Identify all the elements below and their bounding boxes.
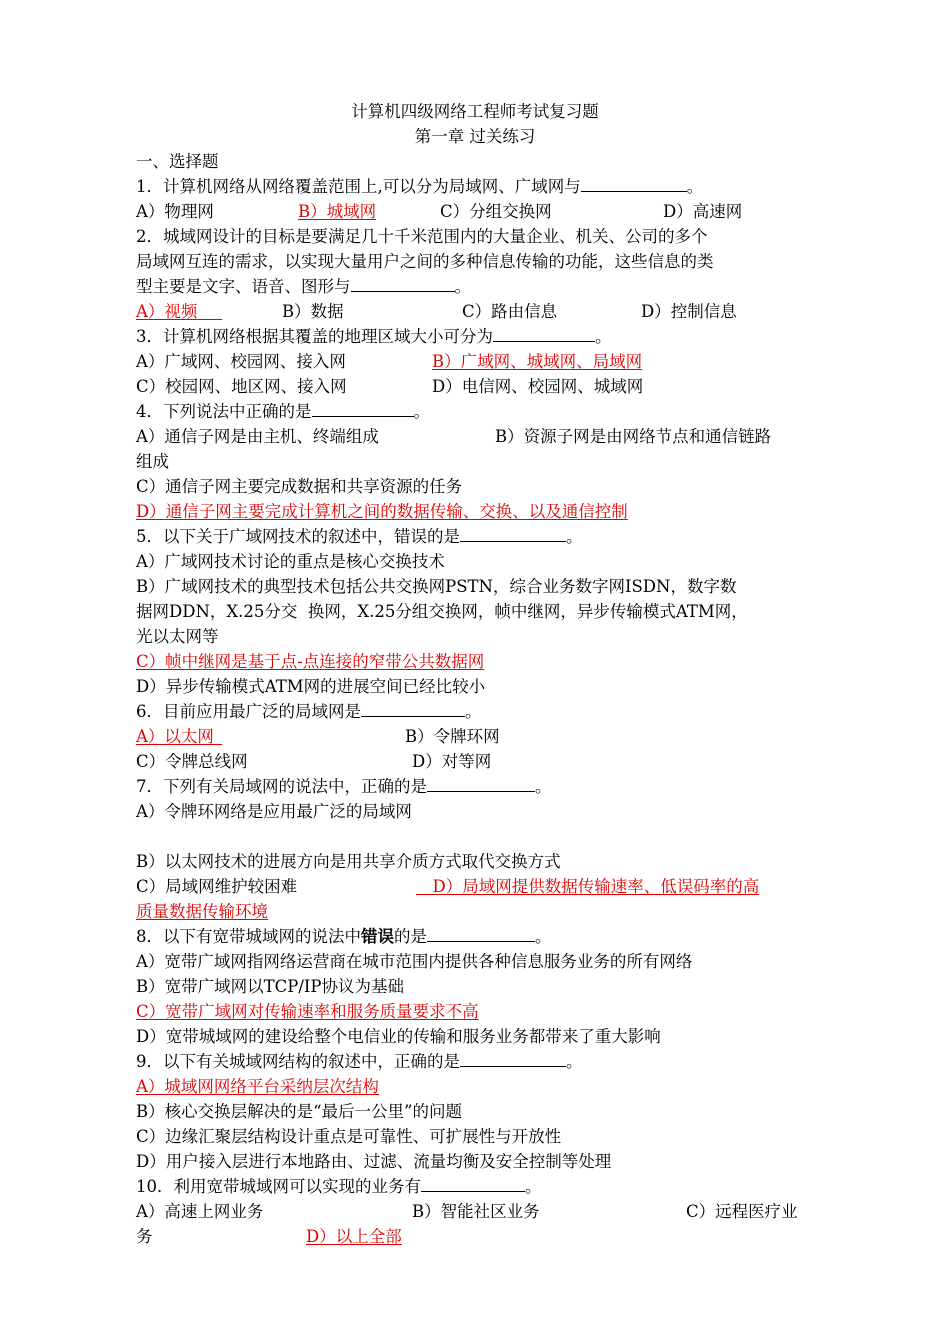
answer-blank	[351, 277, 455, 292]
q10-stem: 10．利用宽带城域网可以实现的业务有 。	[136, 1177, 542, 1196]
q2-option-d: D）控制信息	[641, 302, 737, 321]
q10-option-c: C）远程医疗业	[686, 1202, 798, 1221]
answer-blank	[493, 327, 595, 342]
q8-option-a: A）宽带广域网指网络运营商在城市范围内提供各种信息服务业务的所有网络	[136, 952, 693, 971]
q5-option-c-answer: C）帧中继网是基于点-点连接的窄带公共数据网	[136, 652, 485, 671]
q10-option-c-cont: 务	[136, 1227, 153, 1246]
q7-option-d-answer: D）局域网提供数据传输速率、低误码率的高	[432, 877, 760, 896]
q2-option-c: C）路由信息	[462, 302, 558, 321]
q4-option-a: A）通信子网是由主机、终端组成	[136, 427, 379, 446]
q9-option-a-answer: A）城域网网络平台采纳层次结构	[136, 1077, 379, 1096]
q10-option-a: A）高速上网业务	[136, 1202, 264, 1221]
q4-option-d-answer: D）通信子网主要完成计算机之间的数据传输、交换、以及通信控制	[136, 502, 628, 521]
q7-option-c: C）局域网维护较困难	[136, 877, 298, 896]
q9-option-d: D）用户接入层进行本地路由、过滤、流量均衡及安全控制等处理	[136, 1152, 612, 1171]
q7-option-a: A）令牌环网络是应用最广泛的局域网	[136, 802, 412, 821]
q8-option-d: D）宽带城域网的建设给整个电信业的传输和服务业务都带来了重大影响	[136, 1027, 661, 1046]
q2-stem-line1: 2．城域网设计的目标是要满足几十千米范围内的大量企业、机关、公司的多个	[136, 227, 708, 246]
q6-option-a-answer: A）以太网	[136, 727, 214, 746]
q1-option-c: C）分组交换网	[440, 202, 552, 221]
answer-blank	[460, 527, 566, 542]
q10-option-b: B）智能社区业务	[412, 1202, 540, 1221]
q7-option-b: B）以太网技术的进展方向是用共享介质方式取代交换方式	[136, 852, 561, 871]
q2-option-b: B）数据	[282, 302, 344, 321]
q6-stem: 6．目前应用最广泛的局域网是 。	[136, 702, 482, 721]
q1-option-a: A）物理网	[136, 202, 214, 221]
q5-stem: 5．以下关于广域网技术的叙述中，错误的是 。	[136, 527, 583, 546]
chapter-subtitle: 第一章 过关练习	[414, 127, 536, 146]
q6-option-c: C）令牌总线网	[136, 752, 248, 771]
q1-option-b-answer: B）城域网	[298, 202, 377, 221]
q6-option-d: D）对等网	[412, 752, 492, 771]
q5-option-d: D）异步传输模式ATM网的进展空间已经比较小	[136, 677, 486, 696]
q5-option-b-cont1: 据网DDN，X.25分交 换网，X.25分组交换网，帧中继网，异步传输模式ATM网，	[136, 602, 748, 621]
q5-option-a: A）广域网技术讨论的重点是核心交换技术	[136, 552, 445, 571]
q2-stem-line3: 型主要是文字、语音、图形与 。	[136, 277, 471, 296]
q3-option-b-answer: B）广域网、城域网、局域网	[432, 352, 643, 371]
q8-option-c-answer: C）宽带广域网对传输速率和服务质量要求不高	[136, 1002, 479, 1021]
q1-option-d: D）高速网	[663, 202, 743, 221]
answer-blank	[581, 177, 687, 192]
q2-stem-line2: 局域网互连的需求，以实现大量用户之间的多种信息传输的功能，这些信息的类	[136, 252, 714, 271]
document-title: 计算机四级网络工程师考试复习题	[351, 102, 599, 121]
q8-option-b: B）宽带广域网以TCP/IP协议为基础	[136, 977, 405, 996]
q3-option-a: A）广域网、校园网、接入网	[136, 352, 346, 371]
answer-blank	[460, 1052, 566, 1067]
section-heading: 一、选择题	[136, 152, 219, 171]
q4-stem: 4．下列说法中正确的是 。	[136, 402, 430, 421]
q9-stem: 9．以下有关城域网结构的叙述中，正确的是 。	[136, 1052, 583, 1071]
q1-stem: 1．计算机网络从网络覆盖范围上,可以分为局域网、广域网与 。	[136, 177, 704, 196]
answer-blank	[421, 1177, 525, 1192]
answer-blank	[361, 702, 465, 717]
q8-stem: 8．以下有宽带城域网的说法中错误的是 。	[136, 927, 552, 946]
q7-option-d-answer-cont: 质量数据传输环境	[136, 902, 268, 921]
q3-option-c: C）校园网、地区网、接入网	[136, 377, 347, 396]
q4-option-c: C）通信子网主要完成数据和共享资源的任务	[136, 477, 463, 496]
answer-blank	[427, 777, 535, 792]
q9-option-c: C）边缘汇聚层结构设计重点是可靠性、可扩展性与开放性	[136, 1127, 562, 1146]
emphasis-bold: 错误	[361, 927, 394, 946]
q4-option-b-cont: 组成	[136, 452, 169, 471]
q5-option-b: B）广域网技术的典型技术包括公共交换网PSTN，综合业务数字网ISDN，数字数	[136, 577, 737, 596]
q3-stem: 3．计算机网络根据其覆盖的地理区域大小可分为 。	[136, 327, 612, 346]
q10-option-d-answer: D）以上全部	[306, 1227, 402, 1246]
answer-blank	[312, 402, 414, 417]
q4-option-b: B）资源子网是由网络节点和通信链路	[495, 427, 772, 446]
q7-stem: 7．下列有关局域网的说法中，正确的是 。	[136, 777, 552, 796]
q6-option-b: B）令牌环网	[405, 727, 500, 746]
q3-option-d: D）电信网、校园网、城域网	[432, 377, 644, 396]
answer-blank	[427, 927, 535, 942]
q2-option-a-answer: A）视频	[136, 302, 198, 321]
q5-option-b-cont2: 光以太网等	[136, 627, 219, 646]
q9-option-b: B）核心交换层解决的是“最后一公里”的问题	[136, 1102, 462, 1121]
